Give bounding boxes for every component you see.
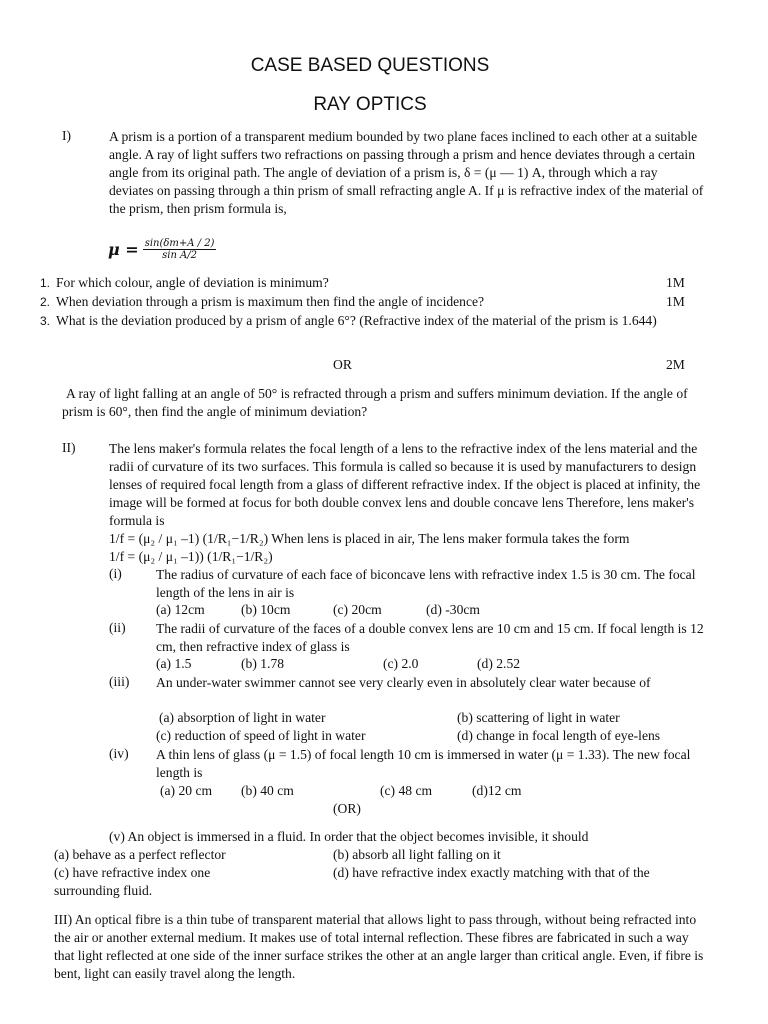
case-2-paragraph [109,440,705,566]
option: (b) 1.78 [241,656,285,671]
option: (c) 2.0 [383,656,419,671]
option: (b) 10cm [241,602,291,617]
question-text: When deviation through a prism is maximum then find the angle of incidence? [56,294,485,309]
lens-maker-formula-air: 1/f = (μ₂ / μ₁ –1)) (1/R₁−1/R₂) [109,549,273,564]
option: (a) 1.5 [156,656,192,671]
formula-denominator: sin A/2 [162,249,198,261]
question-number: 1. [40,276,51,290]
or-marks: 2M [666,357,685,372]
option: (a) behave as a perfect reflector [54,847,226,862]
case-1-alternative-question: A ray of light falling at an angle of 50° is refracted through a prism and suffers minimum deviation. If the angle of prism is 60°, then find the angle of minimum deviation? [62,386,688,419]
subquestion-text: The radii of curvature of the faces of a double convex lens are 10 cm and 15 cm. If focal length is 12 cm, then refractive index of glass is [156,621,704,654]
lens-maker-formula: 1/f = (μ₂ / μ₁ –1) (1/R₁−1/R₂) When lens is placed in air, The lens maker formula takes the form [109,531,630,546]
option: (c) have refractive index one [54,865,211,880]
option: (c) 48 cm [380,783,433,798]
subquestion-text: The radius of curvature of each face of biconcave lens with refractive index 1.5 is 30 cm. The focal length of the lens in air is [156,567,696,600]
question-text: For which colour, angle of deviation is minimum? [56,275,329,290]
question-number: 3. [40,314,51,328]
prism-formula [108,226,216,272]
list-item [40,293,700,312]
formula-numerator: sin(δm+A / 2) [144,237,215,249]
formula-lhs: μ = [108,239,139,259]
question-number: 2. [40,295,51,309]
page-title: CASE BASED QUESTIONS [250,55,490,76]
option: (c) 20cm [333,602,382,617]
option: (c) reduction of speed of light in water [156,728,366,743]
formula-fraction [143,238,217,261]
option: (a) 20 cm [160,783,213,798]
page-subtitle: RAY OPTICS [313,94,427,115]
case-1-number: I) [62,128,72,143]
option: (d) change in focal length of eye-lens [457,728,661,743]
option: (d)12 cm [472,783,522,798]
or-separator: (OR) [333,801,361,816]
case-2-number: II) [62,440,76,455]
option: (d) -30cm [426,602,480,617]
subquestion-number: (iii) [109,674,130,689]
option: (d) 2.52 [477,656,521,671]
case-2-text: The lens maker's formula relates the focal length of a lens to the refractive index of the lens material and the radii of curvature of its two surfaces. This formula is called so because it is used by manufacturers to design lenses of required focal length from a glass of different refractive index. If the object is placed at infinity, the image will be formed at focus for both double convex lens and double concave lens Therefore, lens maker's formula is [109,441,701,528]
option: (b) scattering of light in water [457,710,620,725]
subquestion-text: An under-water swimmer cannot see very clearly even in absolutely clear water because of [156,675,651,690]
subquestion-number: (i) [109,566,122,581]
subquestion-text: (v) An object is immersed in a fluid. In order that the object becomes invisible, it should [109,829,589,844]
option: (b) absorb all light falling on it [333,847,501,862]
option: (b) 40 cm [241,783,294,798]
case-3-paragraph: III) An optical fibre is a thin tube of transparent material that allows light to pass through, without being refracted into the air or another external medium. It makes use of total internal reflection. These fibres are fabricated in such a way that light reflected at one side of the inner surface strikes the other at an angle larger than critical angle. Even, if fibre is bent, light can easily travel along the length. [54,912,704,981]
option-continuation: surrounding fluid. [54,883,153,898]
question-marks: 1M [666,275,685,290]
case-1-paragraph: A prism is a portion of a transparent medium bounded by two plane faces inclined to each other at a suitable angle. A ray of light suffers two refractions on passing through a prism and hence deviates through a certain angle from its original path. The angle of deviation of a prism is, δ = (μ — 1) A, through which a ray deviates on passing through a thin prism of small refracting angle A. If μ is refractive index of the material of the prism, then prism formula is, [109,129,704,216]
list-item [40,312,696,330]
or-separator: OR [333,357,352,372]
subquestion-text: A thin lens of glass (μ = 1.5) of focal length 10 cm is immersed in water (μ = 1.33). The new focal length is [156,747,691,780]
question-marks: 1M [666,294,685,309]
option: (a) 12cm [156,602,205,617]
option: (a) absorption of light in water [159,710,326,725]
subquestion-number: (ii) [109,620,126,635]
list-item [40,274,700,293]
case-1-question-list [40,274,700,330]
option: (d) have refractive index exactly matching with that of the [333,865,650,880]
question-text: What is the deviation produced by a prism of angle 6°? (Refractive index of the material of the prism is 1.644) [56,313,657,328]
subquestion-number: (iv) [109,746,129,761]
